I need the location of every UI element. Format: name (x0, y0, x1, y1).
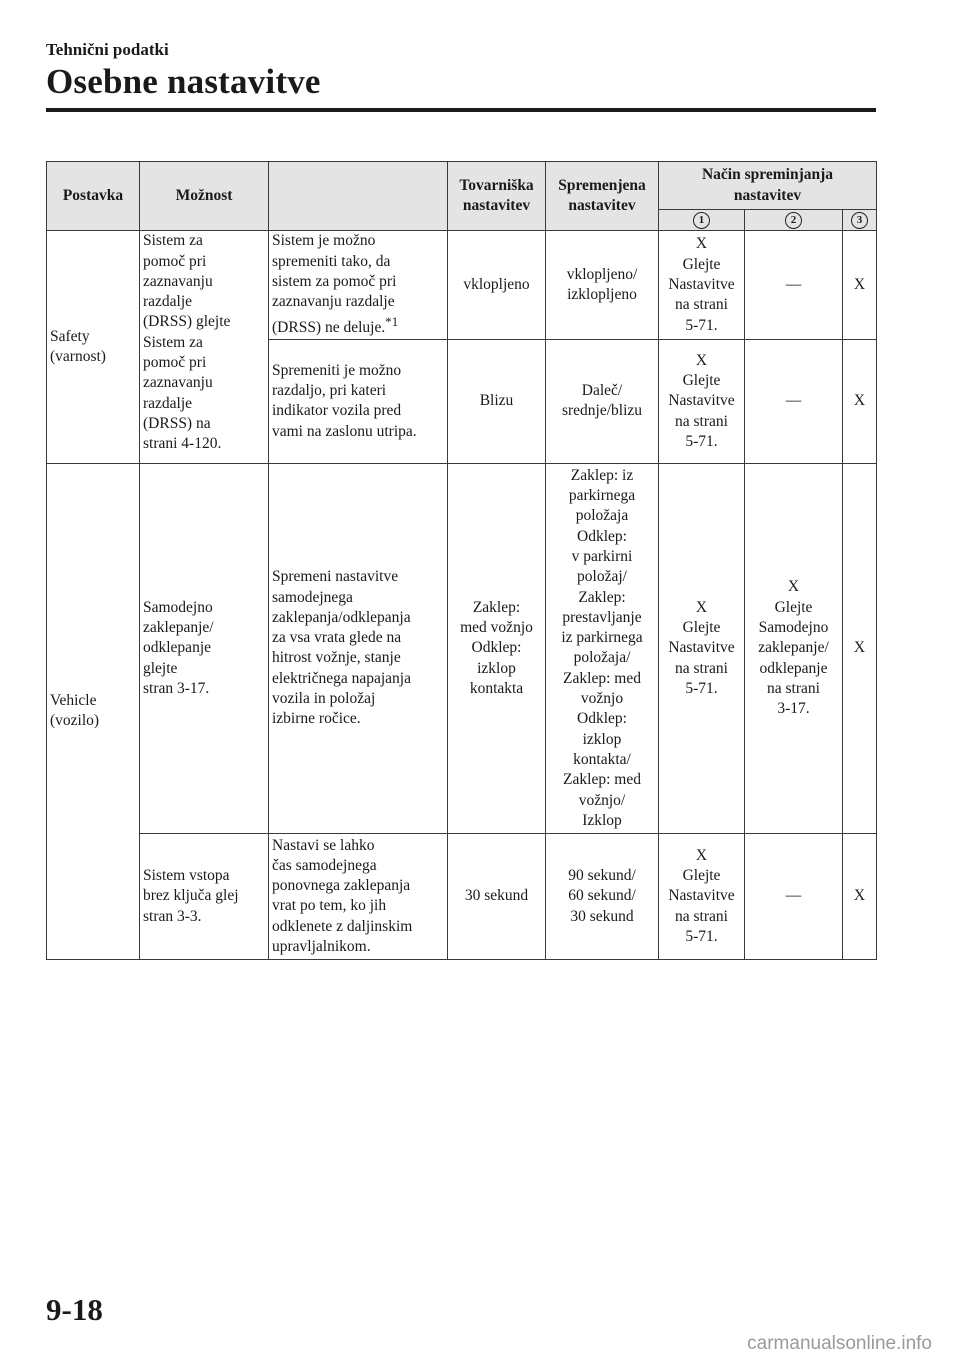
factory-setting: Zaklep: med vožnjo Odklep: izklop kontakta (448, 463, 546, 833)
method-3-value: X (843, 463, 877, 833)
description-cell (269, 231, 448, 340)
method-3-value: X (843, 833, 877, 959)
header-option: Možnost (140, 162, 269, 231)
header-factory-setting: Tovarniška nastavitev (448, 162, 546, 231)
changed-setting: 90 sekund/ 60 sekund/ 30 sekund (546, 833, 659, 959)
method-1-value: X Glejte Nastavitve na strani 5-71. (659, 833, 745, 959)
circled-3-icon: 3 (851, 212, 868, 229)
method-1-value: X Glejte Nastavitve na strani 5-71. (659, 463, 745, 833)
changed-setting: Zaklep: iz parkirnega položaja Odklep: v parkirni položaj/ Zaklep: prestavljanje iz parkirnega položaja/ Zaklep: med vožnjo Odklep: izklop kontakta/ Zaklep: med vožnjo/ Izklop (546, 463, 659, 833)
header-method-3 (843, 210, 877, 231)
settings-table (46, 161, 877, 960)
changed-setting: Daleč/ srednje/blizu (546, 339, 659, 463)
header-change-method: Način spreminjanja nastavitev (659, 162, 877, 210)
page-title: Osebne nastavitve (46, 62, 321, 101)
method-2-value: X Glejte Samodejno zaklepanje/ odklepanje na strani 3-17. (745, 463, 843, 833)
header-item: Postavka (47, 162, 140, 231)
item-vehicle: Vehicle (vozilo) (47, 463, 140, 959)
option-auto-lock: Samodejno zaklepanje/ odklepanje glejte stran 3-17. (140, 463, 269, 833)
table-row (47, 833, 877, 959)
method-2-value: — (745, 833, 843, 959)
header-method-1 (659, 210, 745, 231)
method-2-value: — (745, 339, 843, 463)
factory-setting: 30 sekund (448, 833, 546, 959)
circled-2-icon: 2 (785, 212, 802, 229)
item-safety: Safety (varnost) (47, 231, 140, 464)
method-3-value: X (843, 231, 877, 340)
table-row (47, 463, 877, 833)
page-number: 9-18 (46, 1292, 103, 1327)
watermark: carmanualsonline.info (747, 1333, 932, 1354)
circled-1-icon: 1 (693, 212, 710, 229)
description-text: Spremeni nastavitve samodejnega zaklepanja/odklepanja za vsa vrata glede na hitrost vožnje, stanje električnega napajanja vozila in položaj izbirne ročice. (269, 463, 448, 833)
option-drss: Sistem za pomoč pri zaznavanju razdalje (DRSS) glejte Sistem za pomoč pri zaznavanju razdalje (DRSS) na strani 4-120. (140, 231, 269, 464)
description-text: Nastavi se lahko čas samodejnega ponovnega zaklepanja vrat po tem, ko jih odklenete z daljinskim upravljalnikom. (269, 833, 448, 959)
description-text: Spremeniti je možno razdaljo, pri kateri indikator vozila pred vami na zaslonu utripa. (269, 339, 448, 463)
method-1-value: X Glejte Nastavitve na strani 5-71. (659, 339, 745, 463)
option-keyless-entry: Sistem vstopa brez ključa glej stran 3-3. (140, 833, 269, 959)
header-changed-setting: Spremenjena nastavitev (546, 162, 659, 231)
method-2-value: — (745, 231, 843, 340)
title-rule (46, 108, 876, 112)
header-method-2 (745, 210, 843, 231)
method-3-value: X (843, 339, 877, 463)
header-description (269, 162, 448, 231)
table-row (47, 231, 877, 340)
section-label: Tehnični podatki (46, 40, 169, 59)
footnote-marker: *1 (385, 314, 399, 330)
method-1-value: X Glejte Nastavitve na strani 5-71. (659, 231, 745, 340)
factory-setting: Blizu (448, 339, 546, 463)
changed-setting: vklopljeno/ izklopljeno (546, 231, 659, 340)
description-text: Sistem je možno spremeniti tako, da sistem za pomoč pri zaznavanju razdalje (DRSS) ne deluje. (272, 232, 397, 337)
factory-setting: vklopljeno (448, 231, 546, 340)
